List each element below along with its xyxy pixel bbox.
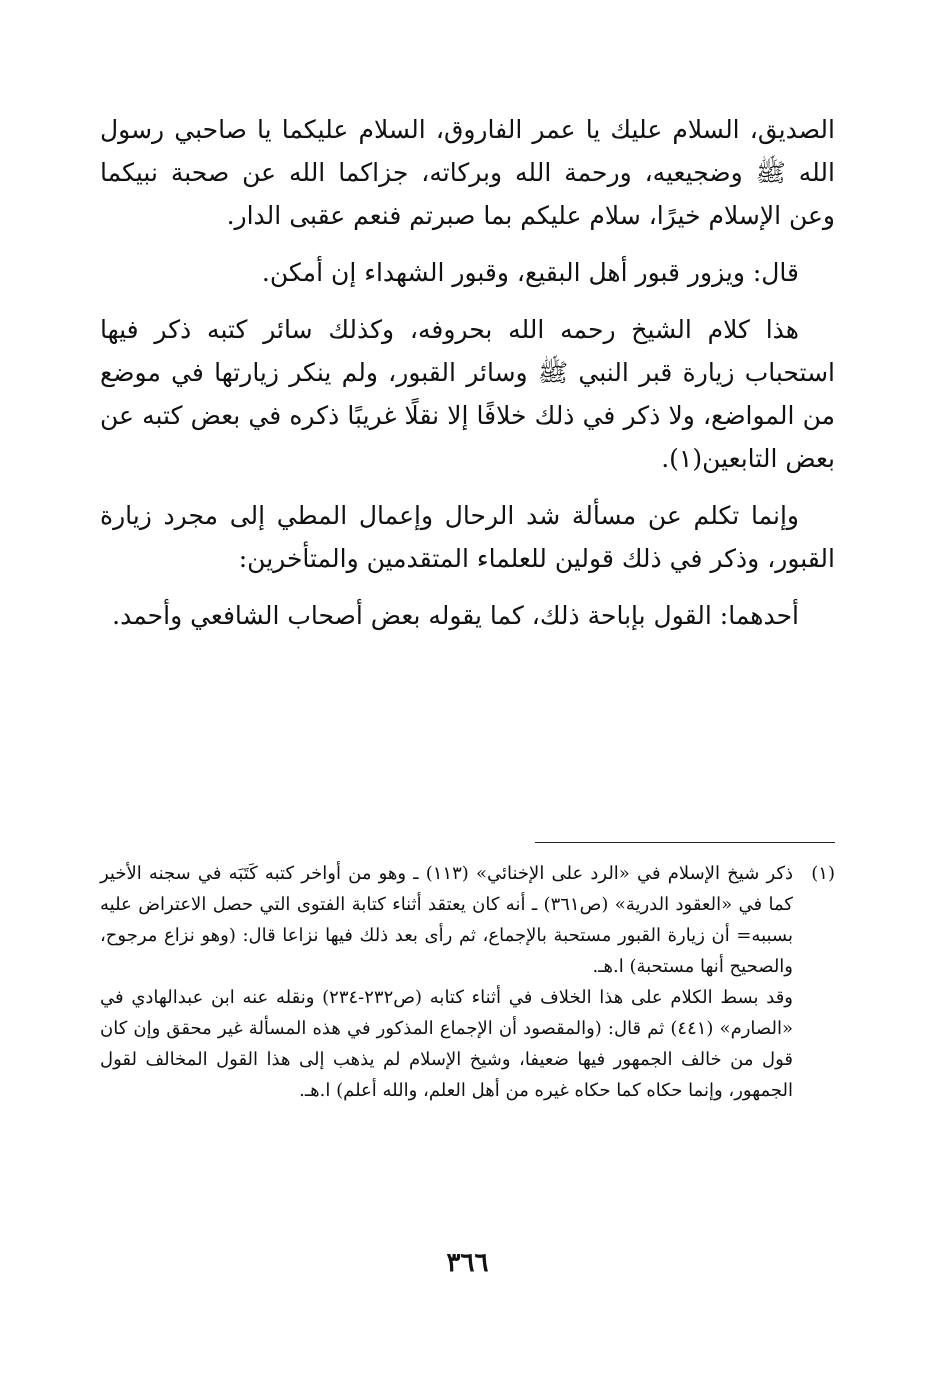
page-number: ٣٦٦ [446, 1248, 489, 1278]
footnote-text [100, 858, 793, 1106]
footnotes-section [100, 842, 835, 1106]
paragraph-4: وإنما تكلم عن مسألة شد الرحال وإعمال المطي إلى مجرد زيارة القبور، وذكر في ذلك قولين للعلماء المتقدمين والمتأخرين: [100, 501, 835, 573]
footnote-paragraph-2: وقد بسط الكلام على هذا الخلاف في أثناء كتابه (ص٢٣٢-٢٣٤) ونقله عنه ابن عبدالهادي في «الصارم» (٤٤١) ثم قال: (والمقصود أن الإجماع المذكور في هذه المسألة غير محقق وإن كان قول من خالف الجمهور فيها ضعيفا، وشيخ الإسلام لم يذهب إلى هذا القول المخالف لقول الجمهور، وإنما حكاه كما حكاه غيره من أهل العلم، والله أعلم) ا.هـ. [100, 987, 794, 1101]
footnote-paragraph-1: ذكر شيخ الإسلام في «الرد على الإخنائي» (١١٣) ـ وهو من أواخر كتبه كَتَبَه في سجنه الأخير كما في «العقود الدرية» (ص٣٦١) ـ أنه كان يعتقد أثناء كتابة الفتوى التي حصل الاعتراض عليه بسببه= أن زيارة القبور مستحبة بالإجماع، ثم رأى بعد ذلك فيها نزاعا قال: (وهو نزاع مرجوح، والصحيح أنها مستحبة) ا.هـ. [100, 863, 794, 977]
footnote-body [100, 842, 835, 1106]
paragraph-3: هذا كلام الشيخ رحمه الله بحروفه، وكذلك سائر كتبه ذكر فيها استحباب زيارة قبر النبي ﷺ وسائر القبور، ولم ينكر زيارتها في موضع من المواضع، ولا ذكر في ذلك خلافًا إلا نقلًا غريبًا ذكره في بعض كتبه عن بعض التابعين(١). [100, 315, 835, 473]
main-text-block [100, 108, 835, 651]
footnote-separator [535, 842, 835, 843]
footnote-item [100, 858, 835, 1106]
paragraph-2: قال: ويزور قبور أهل البقيع، وقبور الشهداء إن أمكن. [261, 258, 799, 287]
main-text [100, 108, 835, 637]
paragraph-5: أحدهما: القول بإباحة ذلك، كما يقوله بعض أصحاب الشافعي وأحمد. [112, 601, 799, 630]
footnote-number: (١) [811, 863, 835, 884]
paragraph-1: الصديق، السلام عليك يا عمر الفاروق، السلام عليكما يا صاحبي رسول الله ﷺ وضجيعيه، ورحمة الله وبركاته، جزاكما الله عن صحبة نبيكما وعن الإسلام خيرًا، سلام عليكم بما صبرتم فنعم عقبى الدار. [100, 115, 835, 230]
